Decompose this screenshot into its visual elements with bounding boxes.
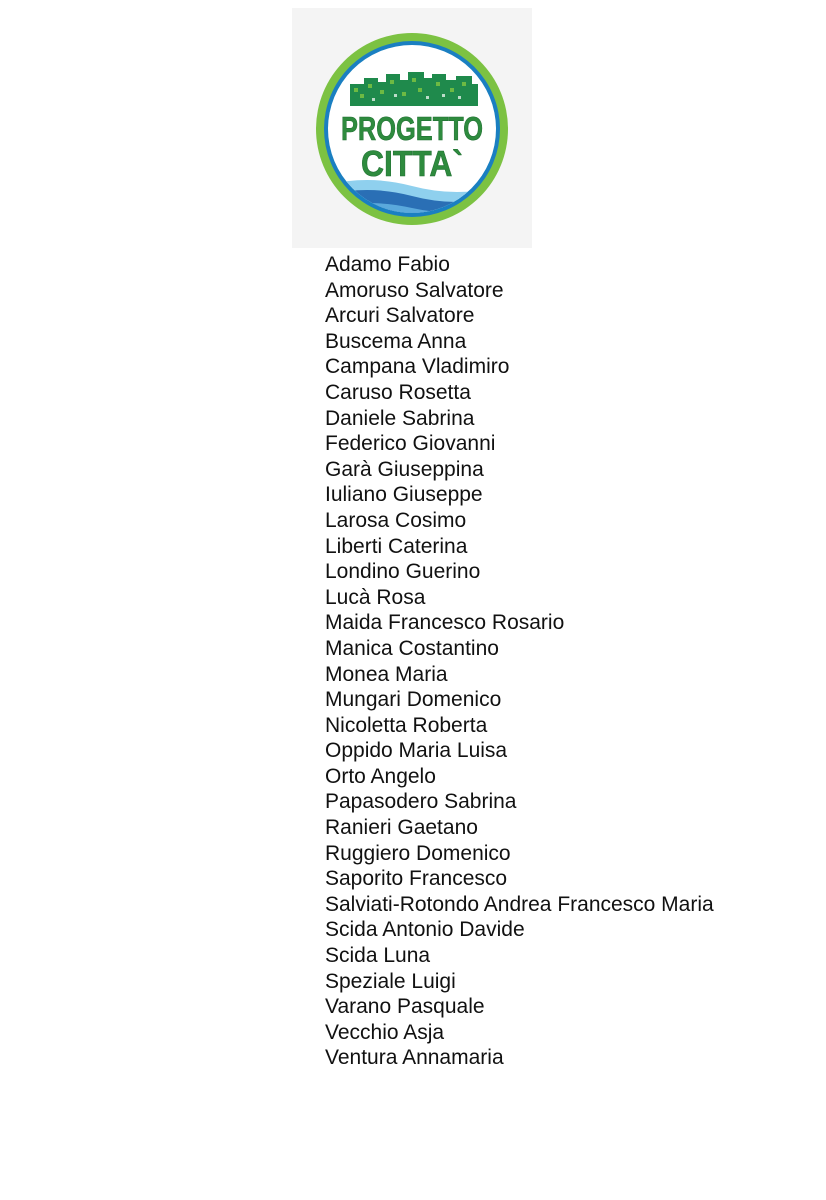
list-item: Oppido Maria Luisa: [325, 739, 508, 763]
list-item: Larosa Cosimo: [325, 508, 467, 532]
list-item: Salviati-Rotondo Andrea Francesco Maria: [325, 892, 714, 916]
candidate-name-list: [325, 252, 714, 1071]
list-item: Scida Luna: [325, 944, 431, 968]
list-item: Nicoletta Roberta: [325, 713, 488, 737]
list-item: Speziale Luigi: [325, 969, 456, 993]
list-item: Amoruso Salvatore: [325, 278, 504, 302]
list-item: Manica Costantino: [325, 636, 499, 660]
list-item: Daniele Sabrina: [325, 406, 475, 430]
list-item: Liberti Caterina: [325, 534, 468, 558]
list-item: Federico Giovanni: [325, 432, 496, 456]
logo-text-line2: CITTA`: [361, 143, 463, 184]
list-item: Orto Angelo: [325, 764, 436, 788]
list-item: Maida Francesco Rosario: [325, 611, 565, 635]
list-item: Caruso Rosetta: [325, 380, 471, 404]
list-item: Adamo Fabio: [325, 253, 450, 276]
party-logo: [292, 8, 532, 248]
list-item: Vecchio Asja: [325, 1020, 445, 1044]
list-item: Scida Antonio Davide: [325, 918, 525, 942]
list-item: Arcuri Salvatore: [325, 304, 475, 328]
list-item: Varano Pasquale: [325, 995, 485, 1019]
list-item: Saporito Francesco: [325, 867, 508, 891]
list-item: Lucà Rosa: [325, 585, 426, 609]
logo-text-line1: PROGETTO: [341, 110, 483, 147]
list-item: Campana Vladimiro: [325, 355, 510, 379]
list-item: Ventura Annamaria: [325, 1046, 504, 1070]
progetto-citta-logo-graphic: [292, 8, 532, 248]
list-item: Ranieri Gaetano: [325, 816, 478, 840]
list-item: Ruggiero Domenico: [325, 841, 511, 865]
list-item: Garà Giuseppina: [325, 457, 484, 481]
list-item: Iuliano Giuseppe: [325, 483, 483, 507]
list-item: Papasodero Sabrina: [325, 790, 517, 814]
list-item: Londino Guerino: [325, 560, 481, 584]
list-item: Mungari Domenico: [325, 688, 502, 712]
list-item: Monea Maria: [325, 662, 448, 686]
list-item: Buscema Anna: [325, 329, 467, 353]
